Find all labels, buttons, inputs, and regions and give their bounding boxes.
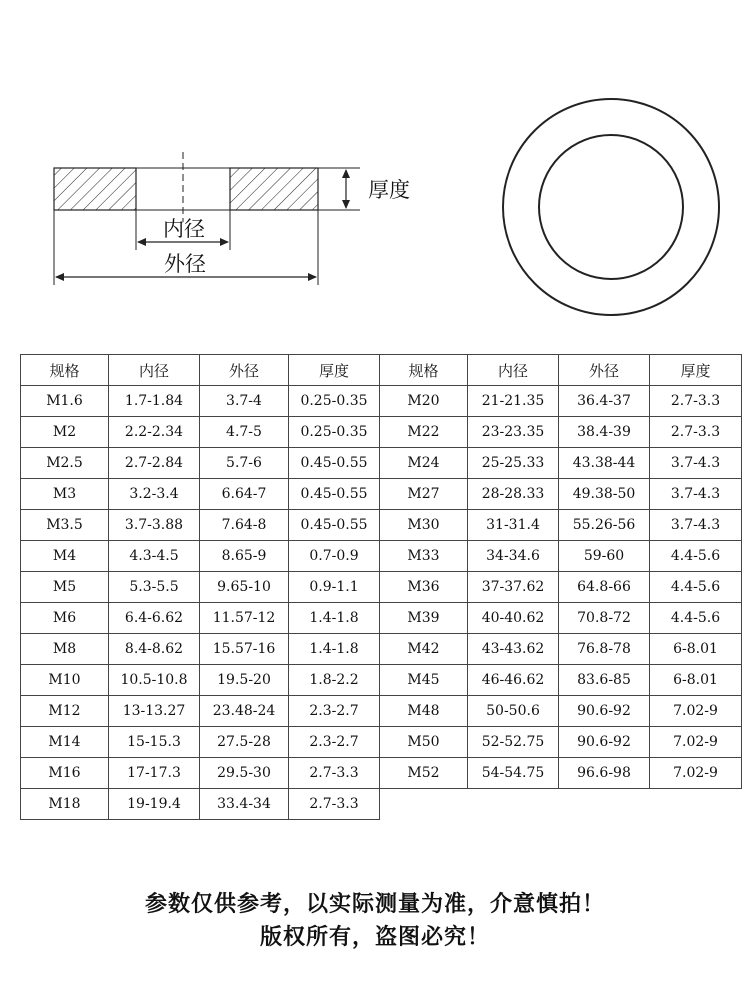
table-row xyxy=(21,665,742,696)
column-header: 内径 xyxy=(468,355,559,386)
spec-table xyxy=(20,354,742,820)
table-row xyxy=(21,448,742,479)
table-cell: 15.57-16 xyxy=(200,634,289,665)
table-cell: 2.7-3.3 xyxy=(650,417,742,448)
table-cell: M12 xyxy=(21,696,109,727)
table-cell: 46-46.62 xyxy=(468,665,559,696)
table-cell: 17-17.3 xyxy=(109,758,200,789)
table-cell: 70.8-72 xyxy=(559,603,650,634)
table-header-row xyxy=(21,355,742,386)
table-cell: 76.8-78 xyxy=(559,634,650,665)
inner-diameter-label: 内径 xyxy=(163,217,205,241)
table-cell: 3.7-3.88 xyxy=(109,510,200,541)
table-cell: 4.4-5.6 xyxy=(650,541,742,572)
table-cell: 54-54.75 xyxy=(468,758,559,789)
table-cell: 2.7-2.84 xyxy=(109,448,200,479)
table-cell: 34-34.6 xyxy=(468,541,559,572)
table-cell: 5.7-6 xyxy=(200,448,289,479)
table-cell: 52-52.75 xyxy=(468,727,559,758)
table-cell: 2.2-2.34 xyxy=(109,417,200,448)
column-header: 厚度 xyxy=(289,355,380,386)
table-cell: 8.4-8.62 xyxy=(109,634,200,665)
table-cell: M45 xyxy=(380,665,468,696)
table-cell: 27.5-28 xyxy=(200,727,289,758)
empty-cell xyxy=(468,789,559,820)
table-cell: 2.7-3.3 xyxy=(650,386,742,417)
table-cell: M8 xyxy=(21,634,109,665)
table-row xyxy=(21,572,742,603)
table-cell: 7.02-9 xyxy=(650,758,742,789)
column-header: 内径 xyxy=(109,355,200,386)
column-header: 规格 xyxy=(21,355,109,386)
table-cell: 8.65-9 xyxy=(200,541,289,572)
table-row xyxy=(21,510,742,541)
table-cell: 55.26-56 xyxy=(559,510,650,541)
table-cell: M14 xyxy=(21,727,109,758)
table-row xyxy=(21,603,742,634)
column-header: 规格 xyxy=(380,355,468,386)
table-cell: M3.5 xyxy=(21,510,109,541)
empty-cell xyxy=(650,789,742,820)
table-cell: 11.57-12 xyxy=(200,603,289,634)
table-cell: 40-40.62 xyxy=(468,603,559,634)
table-cell: M3 xyxy=(21,479,109,510)
table-cell: M30 xyxy=(380,510,468,541)
table-cell: 6-8.01 xyxy=(650,665,742,696)
table-cell: 28-28.33 xyxy=(468,479,559,510)
outer-diameter-label: 外径 xyxy=(164,252,206,276)
table-cell: 43.38-44 xyxy=(559,448,650,479)
table-cell: 23.48-24 xyxy=(200,696,289,727)
table-cell: 21-21.35 xyxy=(468,386,559,417)
table-cell: M42 xyxy=(380,634,468,665)
table-cell: 2.3-2.7 xyxy=(289,727,380,758)
empty-cell xyxy=(559,789,650,820)
table-cell: 4.4-5.6 xyxy=(650,572,742,603)
table-cell: 90.6-92 xyxy=(559,727,650,758)
table-cell: 36.4-37 xyxy=(559,386,650,417)
thickness-label: 厚度 xyxy=(368,178,410,202)
table-cell: 3.7-4.3 xyxy=(650,510,742,541)
table-cell: M22 xyxy=(380,417,468,448)
table-cell: 37-37.62 xyxy=(468,572,559,603)
table-cell: 6.64-7 xyxy=(200,479,289,510)
table-cell: 3.7-4 xyxy=(200,386,289,417)
washer-outer-circle xyxy=(503,99,719,315)
table-cell: 0.7-0.9 xyxy=(289,541,380,572)
table-cell: 7.02-9 xyxy=(650,727,742,758)
table-cell: 33.4-34 xyxy=(200,789,289,820)
table-cell: 13-13.27 xyxy=(109,696,200,727)
table-cell: 83.6-85 xyxy=(559,665,650,696)
table-cell: M48 xyxy=(380,696,468,727)
table-cell: 5.3-5.5 xyxy=(109,572,200,603)
table-cell: 0.45-0.55 xyxy=(289,448,380,479)
table-cell: M5 xyxy=(21,572,109,603)
table-cell: 7.02-9 xyxy=(650,696,742,727)
table-cell: M10 xyxy=(21,665,109,696)
table-cell: 0.25-0.35 xyxy=(289,417,380,448)
table-cell: 29.5-30 xyxy=(200,758,289,789)
table-cell: 4.4-5.6 xyxy=(650,603,742,634)
table-cell: M18 xyxy=(21,789,109,820)
table-cell: M33 xyxy=(380,541,468,572)
washer-diagram xyxy=(0,0,750,350)
table-cell: M2.5 xyxy=(21,448,109,479)
table-cell: 15-15.3 xyxy=(109,727,200,758)
table-cell: 1.4-1.8 xyxy=(289,634,380,665)
table-row xyxy=(21,696,742,727)
table-cell: 0.45-0.55 xyxy=(289,479,380,510)
empty-cell xyxy=(380,789,468,820)
table-cell: 59-60 xyxy=(559,541,650,572)
table-row xyxy=(21,758,742,789)
table-row xyxy=(21,479,742,510)
table-cell: 31-31.4 xyxy=(468,510,559,541)
table-cell: M6 xyxy=(21,603,109,634)
table-cell: 1.4-1.8 xyxy=(289,603,380,634)
table-cell: 43-43.62 xyxy=(468,634,559,665)
table-cell: M39 xyxy=(380,603,468,634)
washer-section-left xyxy=(54,168,136,210)
table-row xyxy=(21,727,742,758)
table-cell: 6.4-6.62 xyxy=(109,603,200,634)
copyright-text: 版权所有，盗图必究！ xyxy=(259,925,490,950)
table-cell: M4 xyxy=(21,541,109,572)
table-cell: 50-50.6 xyxy=(468,696,559,727)
table-cell: 10.5-10.8 xyxy=(109,665,200,696)
column-header: 厚度 xyxy=(650,355,742,386)
table-cell: M50 xyxy=(380,727,468,758)
disclaimer-text: 参数仅供参考，以实际测量为准，介意慎拍！ xyxy=(144,892,605,917)
table-cell: 3.7-4.3 xyxy=(650,448,742,479)
table-cell: 64.8-66 xyxy=(559,572,650,603)
table-cell: 19.5-20 xyxy=(200,665,289,696)
table-row xyxy=(21,386,742,417)
table-cell: 25-25.33 xyxy=(468,448,559,479)
table-cell: M2 xyxy=(21,417,109,448)
table-cell: 2.7-3.3 xyxy=(289,758,380,789)
table-cell: 9.65-10 xyxy=(200,572,289,603)
table-cell: 0.45-0.55 xyxy=(289,510,380,541)
table-row xyxy=(21,417,742,448)
table-cell: 6-8.01 xyxy=(650,634,742,665)
table-cell: 49.38-50 xyxy=(559,479,650,510)
table-cell: 23-23.35 xyxy=(468,417,559,448)
table-cell: M27 xyxy=(380,479,468,510)
table-cell: 3.2-3.4 xyxy=(109,479,200,510)
table-row xyxy=(21,634,742,665)
washer-inner-circle xyxy=(539,135,683,279)
table-cell: 2.3-2.7 xyxy=(289,696,380,727)
table-cell: 7.64-8 xyxy=(200,510,289,541)
table-cell: 2.7-3.3 xyxy=(289,789,380,820)
table-cell: 19-19.4 xyxy=(109,789,200,820)
table-cell: M1.6 xyxy=(21,386,109,417)
table-cell: 1.7-1.84 xyxy=(109,386,200,417)
table-row xyxy=(21,789,742,820)
table-cell: 0.9-1.1 xyxy=(289,572,380,603)
table-cell: 0.25-0.35 xyxy=(289,386,380,417)
table-cell: 3.7-4.3 xyxy=(650,479,742,510)
table-cell: M52 xyxy=(380,758,468,789)
table-cell: 38.4-39 xyxy=(559,417,650,448)
table-cell: 4.3-4.5 xyxy=(109,541,200,572)
table-cell: 90.6-92 xyxy=(559,696,650,727)
table-cell: M36 xyxy=(380,572,468,603)
washer-section-right xyxy=(230,168,318,210)
table-row xyxy=(21,541,742,572)
table-cell: M24 xyxy=(380,448,468,479)
table-cell: 1.8-2.2 xyxy=(289,665,380,696)
table-cell: M16 xyxy=(21,758,109,789)
table-cell: 96.6-98 xyxy=(559,758,650,789)
column-header: 外径 xyxy=(200,355,289,386)
table-cell: 4.7-5 xyxy=(200,417,289,448)
column-header: 外径 xyxy=(559,355,650,386)
table-cell: M20 xyxy=(380,386,468,417)
